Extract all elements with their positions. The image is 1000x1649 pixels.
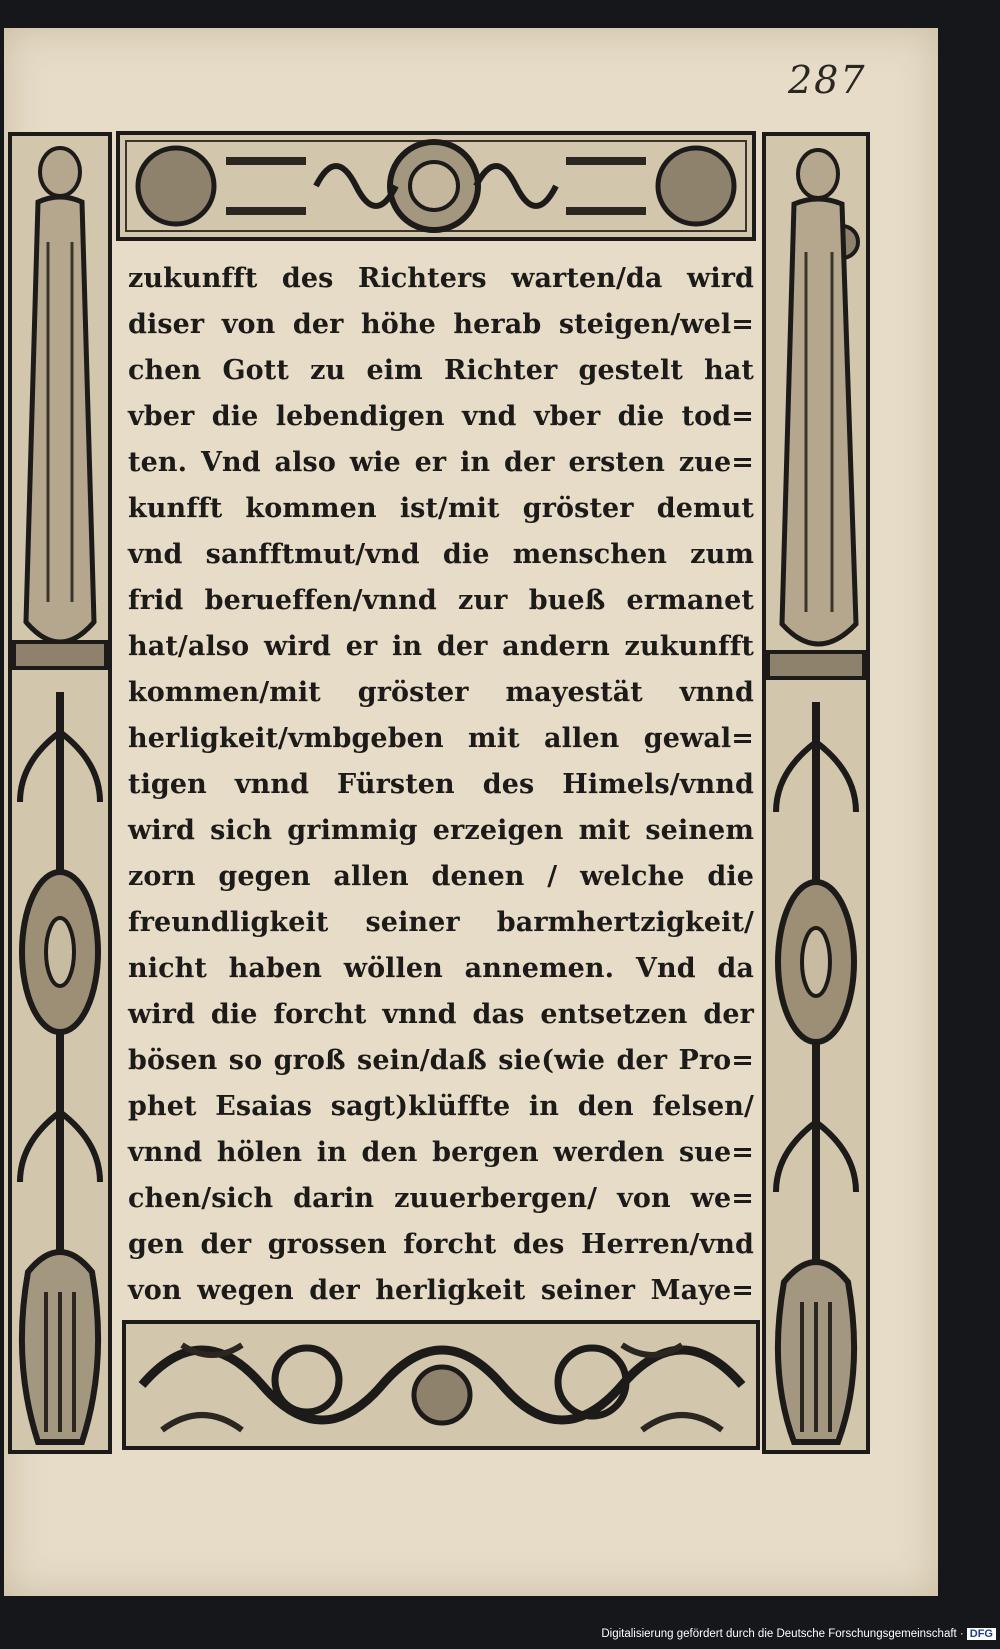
text-line: kunfft kommen ist/mit gröster demut [128, 493, 754, 524]
book-page [4, 28, 938, 1596]
text-line: zorn gegen allen denen / welche die [128, 861, 754, 892]
text-line: ten. Vnd also wie er in der ersten zue= [128, 447, 754, 478]
text-line: freundligkeit seiner barmhertzigkeit/ [128, 907, 754, 938]
text-line: vnnd hölen in den bergen werden sue= [128, 1137, 754, 1168]
text-line: chen Gott zu eim Richter gestelt hat [128, 355, 754, 386]
text-line: tigen vnnd Fürsten des Himels/vnnd [128, 769, 754, 800]
text-line: nicht haben wöllen annemen. Vnd da [128, 953, 754, 984]
text-line: herligkeit/vmbgeben mit allen gewal= [128, 723, 754, 754]
woodcut-border-left [8, 132, 112, 1454]
text-line: wird die forcht vnnd das entsetzen der [128, 999, 754, 1030]
text-line: hat/also wird er in der andern zukunfft [128, 631, 754, 662]
text-line: kommen/mit gröster mayestät vnnd [128, 677, 754, 708]
credit-text: Digitalisierung gefördert durch die Deutsche Forschungsgemeinschaft · [601, 1628, 964, 1640]
digitization-credit [600, 1628, 996, 1646]
text-line: vber die lebendigen vnd vber die tod= [128, 401, 754, 432]
text-line: vnd sanfftmut/vnd die menschen zum [128, 539, 754, 570]
page-text [128, 256, 754, 1316]
text-line: diser von der höhe herab steigen/wel= [128, 309, 754, 340]
text-line: wird sich grimmig erzeigen mit seinem [128, 815, 754, 846]
woodcut-border-bottom [122, 1320, 760, 1450]
folio-number: 287 [788, 58, 867, 102]
text-line: zukunfft des Richters warten/da wird [128, 263, 754, 294]
text-line: phet Esaias sagt)klüffte in den felsen/ [128, 1091, 754, 1122]
woodcut-border-right [762, 132, 870, 1454]
text-line: gen der grossen forcht des Herren/vnd [128, 1229, 754, 1260]
text-line: von wegen der herligkeit seiner Maye= [128, 1275, 754, 1306]
text-line: frid berueffen/vnnd zur bueß ermanet [128, 585, 754, 616]
dfg-logo: DFG [967, 1628, 996, 1640]
woodcut-border-top [116, 131, 756, 241]
text-line: chen/sich darin zuuerbergen/ von we= [128, 1183, 754, 1214]
text-line: bösen so groß sein/daß sie(wie der Pro= [128, 1045, 754, 1076]
